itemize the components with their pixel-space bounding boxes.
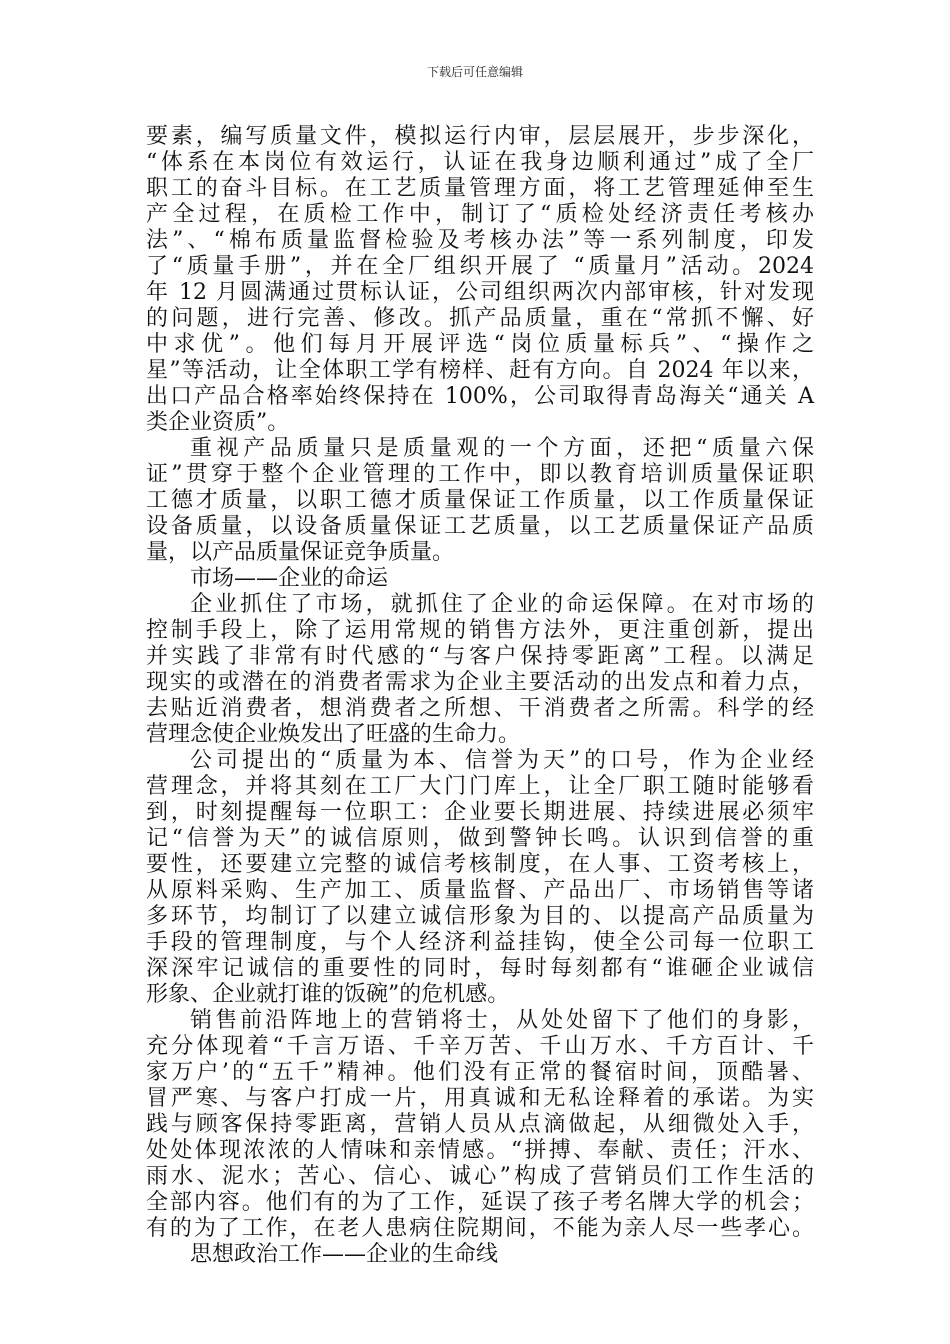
text-line: 多环节，均制订了以建立诚信形象为目的、以提高产品质量为 [146,904,814,929]
text-line: 营理念使企业焕发出了旺盛的生命力。 [146,722,521,747]
text-line: 设备质量，以设备质量保证工艺质量，以工艺质量保证产品质 [146,514,814,539]
page-header-note: 下载后可任意编辑 [426,65,523,79]
text-line: 控制手段上，除了运用常规的销售方法外，更注重创新，提出 [146,618,814,643]
paragraph-first-line: 重视产品质量只是质量观的一个方面，还把“质量六保 [190,436,814,461]
document-body [146,124,814,1268]
text-line: 践与顾客保持零距离，营销人员从点滴做起，从细微处入手， [146,1112,814,1137]
text-line: 的问题，进行完善、修改。抓产品质量，重在“常抓不懈、好 [146,306,814,331]
text-line: 手段的管理制度，与个人经济利益挂钩，使全公司每一位职工 [146,930,814,955]
text-line: 深深牢记诚信的重要性的同时，每时每刻都有“谁砸企业诚信 [146,956,814,981]
text-line: 现实的或潜在的消费者需求为企业主要活动的出发点和着力点， [146,670,814,695]
paragraph-first-line: 销售前沿阵地上的营销将士，从处处留下了他们的身影， [190,1008,814,1033]
text-line: 要性，还要建立完整的诚信考核制度，在人事、工资考核上， [146,852,814,877]
text-line: 出口产品合格率始终保持在 100%，公司取得青岛海关“通关 A [146,384,814,409]
text-line: 记“信誉为天”的诚信原则，做到警钟长鸣。认识到信誉的重 [146,826,814,851]
text-line: 雨水、泥水；苦心、信心、诚心”构成了营销员们工作生活的 [146,1164,814,1189]
text-line: 证”贯穿于整个企业管理的工作中，即以教育培训质量保证职 [146,462,814,487]
text-line: 年 12 月圆满通过贯标认证，公司组织两次内部审核，针对发现 [146,280,814,305]
text-line: 去贴近消费者，想消费者之所想、干消费者之所需。科学的经 [146,696,814,721]
text-line: 到，时刻提醒每一位职工：企业要长期进展、持续进展必须牢 [146,800,814,825]
text-line: 家万户’的“五千”精神。他们没有正常的餐宿时间，顶酷暑、 [146,1060,814,1085]
text-line: 职工的奋斗目标。在工艺质量管理方面，将工艺管理延伸至生 [146,176,814,201]
text-line: 类企业资质”。 [146,410,290,435]
text-line: 有的为了工作，在老人患病住院期间，不能为亲人尽一些孝心。 [146,1216,814,1241]
text-line: 工德才质量，以职工德才质量保证工作质量，以工作质量保证 [146,488,814,513]
paragraph-first-line: 企业抓住了市场，就抓住了企业的命运保障。在对市场的 [190,592,814,617]
text-line: 充分体现着“千言万语、千辛万苦、千山万水、千方百计、千 [146,1034,814,1059]
section-heading: 思想政治工作——企业的生命线 [190,1242,499,1267]
text-line: 形象、企业就打谁的饭碗”的危机感。 [146,982,510,1007]
text-line: 全部内容。他们有的为了工作，延误了孩子考名牌大学的机会； [146,1190,814,1215]
text-line: 中求优”。他们每月开展评选“岗位质量标兵”、“操作之 [146,332,814,357]
text-line: 产全过程，在质检工作中，制订了“质检处经济责任考核办 [146,202,814,227]
text-line: 了“质量手册”，并在全厂组织开展了 “质量月”活动。2024 [146,254,814,279]
text-line: 从原料采购、生产加工、质量监督、产品出厂、市场销售等诸 [146,878,814,903]
text-line: 处处体现浓浓的人情味和亲情感。“拼搏、奉献、责任；汗水、 [146,1138,814,1163]
text-line: “体系在本岗位有效运行，认证在我身边顺利通过”成了全厂 [146,150,814,175]
text-line: 营理念，并将其刻在工厂大门门库上，让全厂职工随时能够看 [146,774,814,799]
text-line: 量，以产品质量保证竞争质量。 [146,540,455,565]
text-line: 法”、“棉布质量监督检验及考核办法”等一系列制度，印发 [146,228,814,253]
section-heading: 市场——企业的命运 [190,566,389,591]
text-line: 并实践了非常有时代感的“与客户保持零距离”工程。以满足 [146,644,814,669]
paragraph-first-line: 公司提出的“质量为本、信誉为天”的口号，作为企业经 [190,748,814,773]
text-line: 冒严寒、与客户打成一片，用真诚和无私诠释着的承诺。为实 [146,1086,814,1111]
text-line: 星”等活动，让全体职工学有榜样、赶有方向。自 2024 年以来， [146,358,814,383]
text-line: 要素，编写质量文件，模拟运行内审，层层展开，步步深化， [146,124,814,149]
